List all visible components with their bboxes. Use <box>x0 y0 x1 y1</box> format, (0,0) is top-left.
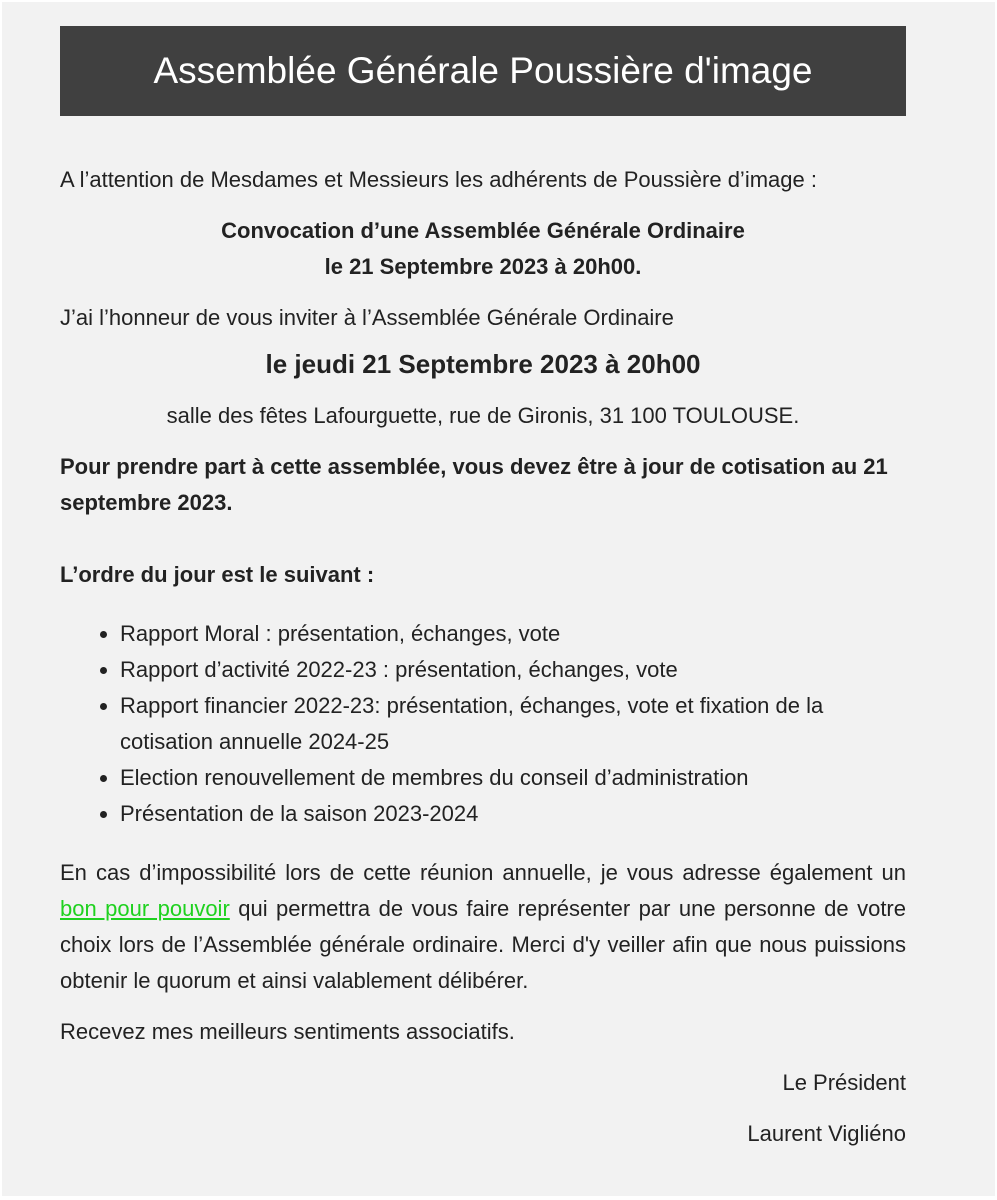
signature-name: Laurent Vigliéno <box>747 1121 906 1146</box>
agenda-item: • Présentation de la saison 2023-2024 <box>120 796 906 832</box>
agenda-item: • Rapport Moral : présentation, échanges, vote <box>120 616 906 652</box>
letter-content <box>60 162 906 1152</box>
agenda-item: • Rapport financier 2022-23: présentation, échanges, vote et fixation de la cotisation annuelle 2024-25 <box>120 688 906 760</box>
agenda-item: • Rapport d’activité 2022-23 : présentation, échanges, vote <box>120 652 906 688</box>
signature-role: Le Président <box>782 1070 906 1095</box>
convocation-line-1: Convocation d’une Assemblée Générale Ordinaire <box>221 218 745 243</box>
intro-paragraph: A l’attention de Mesdames et Messieurs les adhérents de Poussière d’image : <box>60 167 817 192</box>
email-body <box>2 2 995 1196</box>
proxy-paragraph <box>60 855 906 999</box>
proxy-text-after: qui permettra de vous faire représenter par une personne de votre choix lors de l’Assemblée générale ordinaire. Merci d'y veiller afin que nous puissions obtenir le quorum et ainsi valablement délibérer. <box>60 896 906 993</box>
closing-line: Recevez mes meilleurs sentiments associatifs. <box>60 1019 515 1044</box>
meeting-address: salle des fêtes Lafourguette, rue de Gironis, 31 100 TOULOUSE. <box>166 403 800 428</box>
convocation-heading <box>60 213 906 285</box>
membership-condition: Pour prendre part à cette assemblée, vous devez être à jour de cotisation au 21 septembre 2023. <box>60 454 888 515</box>
agenda-list <box>60 616 906 832</box>
convocation-line-2: le 21 Septembre 2023 à 20h00. <box>324 254 642 279</box>
proxy-form-link[interactable]: bon pour pouvoir <box>60 896 230 921</box>
agenda-item: • Election renouvellement de membres du conseil d’administration <box>120 760 906 796</box>
header-banner <box>60 26 906 116</box>
meeting-date: le jeudi 21 Septembre 2023 à 20h00 <box>265 349 701 379</box>
agenda-title: L’ordre du jour est le suivant : <box>60 562 375 587</box>
proxy-text-before: En cas d’impossibilité lors de cette réunion annuelle, je vous adresse également un <box>60 860 906 885</box>
invitation-paragraph: J’ai l’honneur de vous inviter à l’Assemblée Générale Ordinaire <box>60 305 674 330</box>
page-title: Assemblée Générale Poussière d'image <box>153 50 813 91</box>
